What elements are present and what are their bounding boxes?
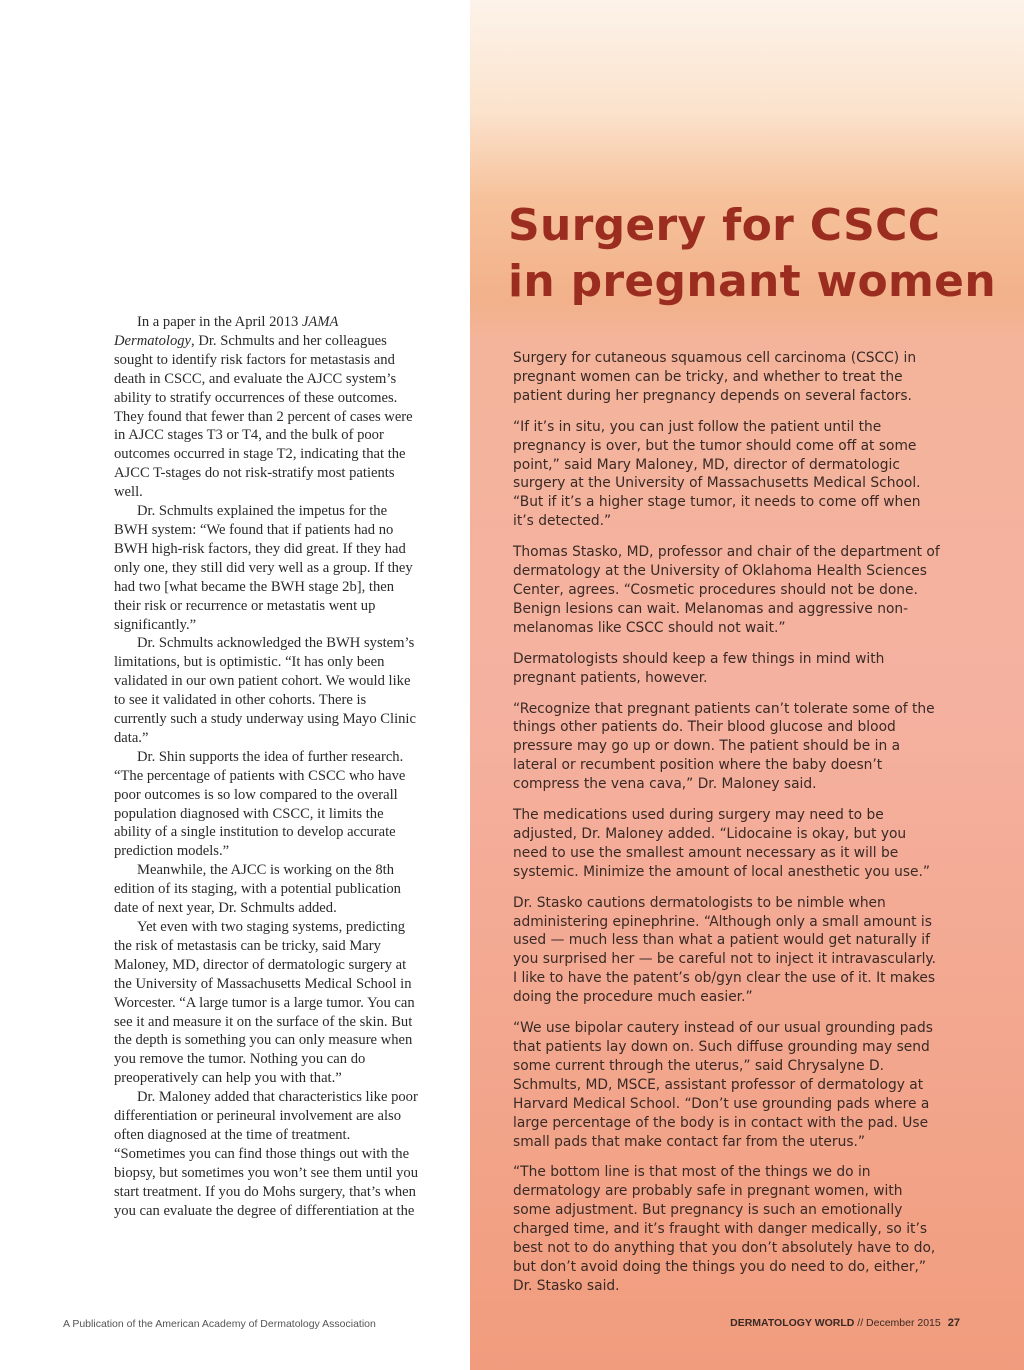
article-paragraph: Dr. Shin supports the idea of further research. “The percentage of patients with CSCC who have poor outcomes is so low compared to the overall population diagnosed with CSCC, it limits the ability of a single institution to develop accurate prediction models.” xyxy=(114,748,406,860)
sidebar-paragraph: Thomas Stasko, MD, professor and chair of the department of dermatology at the University of Oklahoma Health Sciences Center, agrees. “Cosmetic procedures should not be done. Benign lesions can wait. Melanomas and aggressive non-melanomas like CSCC should not wait.” xyxy=(513,544,940,636)
article-paragraph: In a paper in the April 2013 JAMA Dermatology, Dr. Schmults and her colleagues sought to identify risk factors for metastasis and death in CSCC, and evaluate the AJCC system’s ability to stratify occurrences of these outcomes. They found that fewer than 2 percent of cases were in AJCC stages T3 or T4, and the bulk of poor outcomes occurred in stage T2, indicating that the AJCC T-stages do not risk-stratify most patients well. xyxy=(114,314,413,501)
article-paragraph: Meanwhile, the AJCC is working on the 8th edition of its staging, with a potential publication date of next year, Dr. Schmults added. xyxy=(114,862,401,917)
sidebar-title xyxy=(508,198,1008,310)
sidebar-title-line-2: in pregnant women xyxy=(508,256,996,307)
magazine-name: DERMATOLOGY WORLD xyxy=(730,1317,855,1329)
sidebar-paragraph: Dr. Stasko cautions dermatologists to be nimble when administering epinephrine. “Although only a small amount is used — much less than what a patient would get naturally if you surprised her — be careful not to inject it intravascularly. I like to have the patent’s ob/gyn clear the use of it. It makes doing the procedure much easier.” xyxy=(513,894,937,1006)
issue-date: December 2015 xyxy=(866,1317,941,1329)
article-paragraph: Dr. Schmults explained the impetus for the BWH system: “We found that if patients had no BWH high-risk factors, they did great. If they had only one, they still did very well as a group. If they had two [what became the BWH stage 2b], then their risk or recurrence or metastatis went up significantly.” xyxy=(114,503,413,633)
journal-name: JAMA Dermatology xyxy=(114,314,339,349)
sidebar-paragraph: Surgery for cutaneous squamous cell carcinoma (CSCC) in pregnant women can be tricky, and whether to treat the patient during her pregnancy depends on several factors. xyxy=(513,350,917,404)
article-paragraph: Dr. Maloney added that characteristics like poor differentiation or perineural involvement are also often diagnosed at the time of treatment. “Sometimes you can find those things out with the biopsy, but sometimes you won’t see them until you start treatment. If you do Mohs surgery, that’s when you can evaluate the degree of differentiation at the xyxy=(114,1089,419,1219)
sidebar-panel xyxy=(470,0,1024,1370)
sidebar-paragraph: “The bottom line is that most of the things we do in dermatology are probably safe in pregnant women, with some adjustment. But pregnancy is such an emotionally charged time, and it’s fraught with danger medically, so it’s best not to do anything that you don’t absolutely have to do, but don’t avoid doing the things you do need to do, either,” Dr. Stasko said. xyxy=(513,1164,936,1294)
sidebar-title-line-1: Surgery for CSCC xyxy=(508,200,941,251)
sidebar-paragraph: “Recognize that pregnant patients can’t tolerate some of the things other patients do. Their blood glucose and blood pressure may go up or down. The patient should be in a lateral or recumbent position where the baby doesn’t compress the vena cava,” Dr. Maloney said. xyxy=(513,700,935,793)
footer-separator: // xyxy=(854,1317,867,1329)
article-paragraph: Yet even with two staging systems, predicting the risk of metastasis can be tricky, said Mary Maloney, MD, director of dermatologic surgery at the University of Massachusetts Medical School in Worcester. “A large tumor is a large tumor. You can see it and measure it on the surface of the skin. But the depth is something you can only measure when you remove the tumor. Nothing you can do preoperatively can help you with that.” xyxy=(114,919,415,1087)
article-paragraph: Dr. Schmults acknowledged the BWH system’s limitations, but is optimistic. “It has only been validated in our own patient cohort. We would like to see it validated in other cohorts. There is currently such a study underway using Mayo Clinic data.” xyxy=(114,635,416,746)
page-number: 27 xyxy=(947,1317,960,1329)
main-article xyxy=(114,313,422,1221)
sidebar-paragraph: Dermatologists should keep a few things in mind with pregnant patients, however. xyxy=(513,650,885,686)
magazine-footer xyxy=(730,1317,960,1329)
sidebar-paragraph: “We use bipolar cautery instead of our usual grounding pads that patients lay down on. Such diffuse grounding may send some current through the uterus,” said Chrysalyne D. Schmults, MD, MSCE, assistant professor of dermatology at Harvard Medical School. “Don’t use grounding pads where a large percentage of the body is in contact with the pad. Use small pads that make contact far from the uterus.” xyxy=(513,1020,933,1150)
sidebar-paragraph: The medications used during surgery may need to be adjusted, Dr. Maloney added. “Lidocaine is okay, but you need to use the smallest amount necessary as it will be systemic. Minimize the amount of local anesthetic you use.” xyxy=(513,807,931,880)
sidebar-body xyxy=(513,349,943,1308)
left-column xyxy=(0,0,470,1370)
sidebar-paragraph: “If it’s in situ, you can just follow the patient until the pregnancy is over, but the tumor should come off at some point,” said Mary Maloney, MD, director of dermatologic surgery at the University of Massachusetts Medical School. “But if it’s a higher stage tumor, it needs to come off when it’s detected.” xyxy=(513,418,921,530)
publication-footer: A Publication of the American Academy of Dermatology Association xyxy=(63,1318,376,1330)
